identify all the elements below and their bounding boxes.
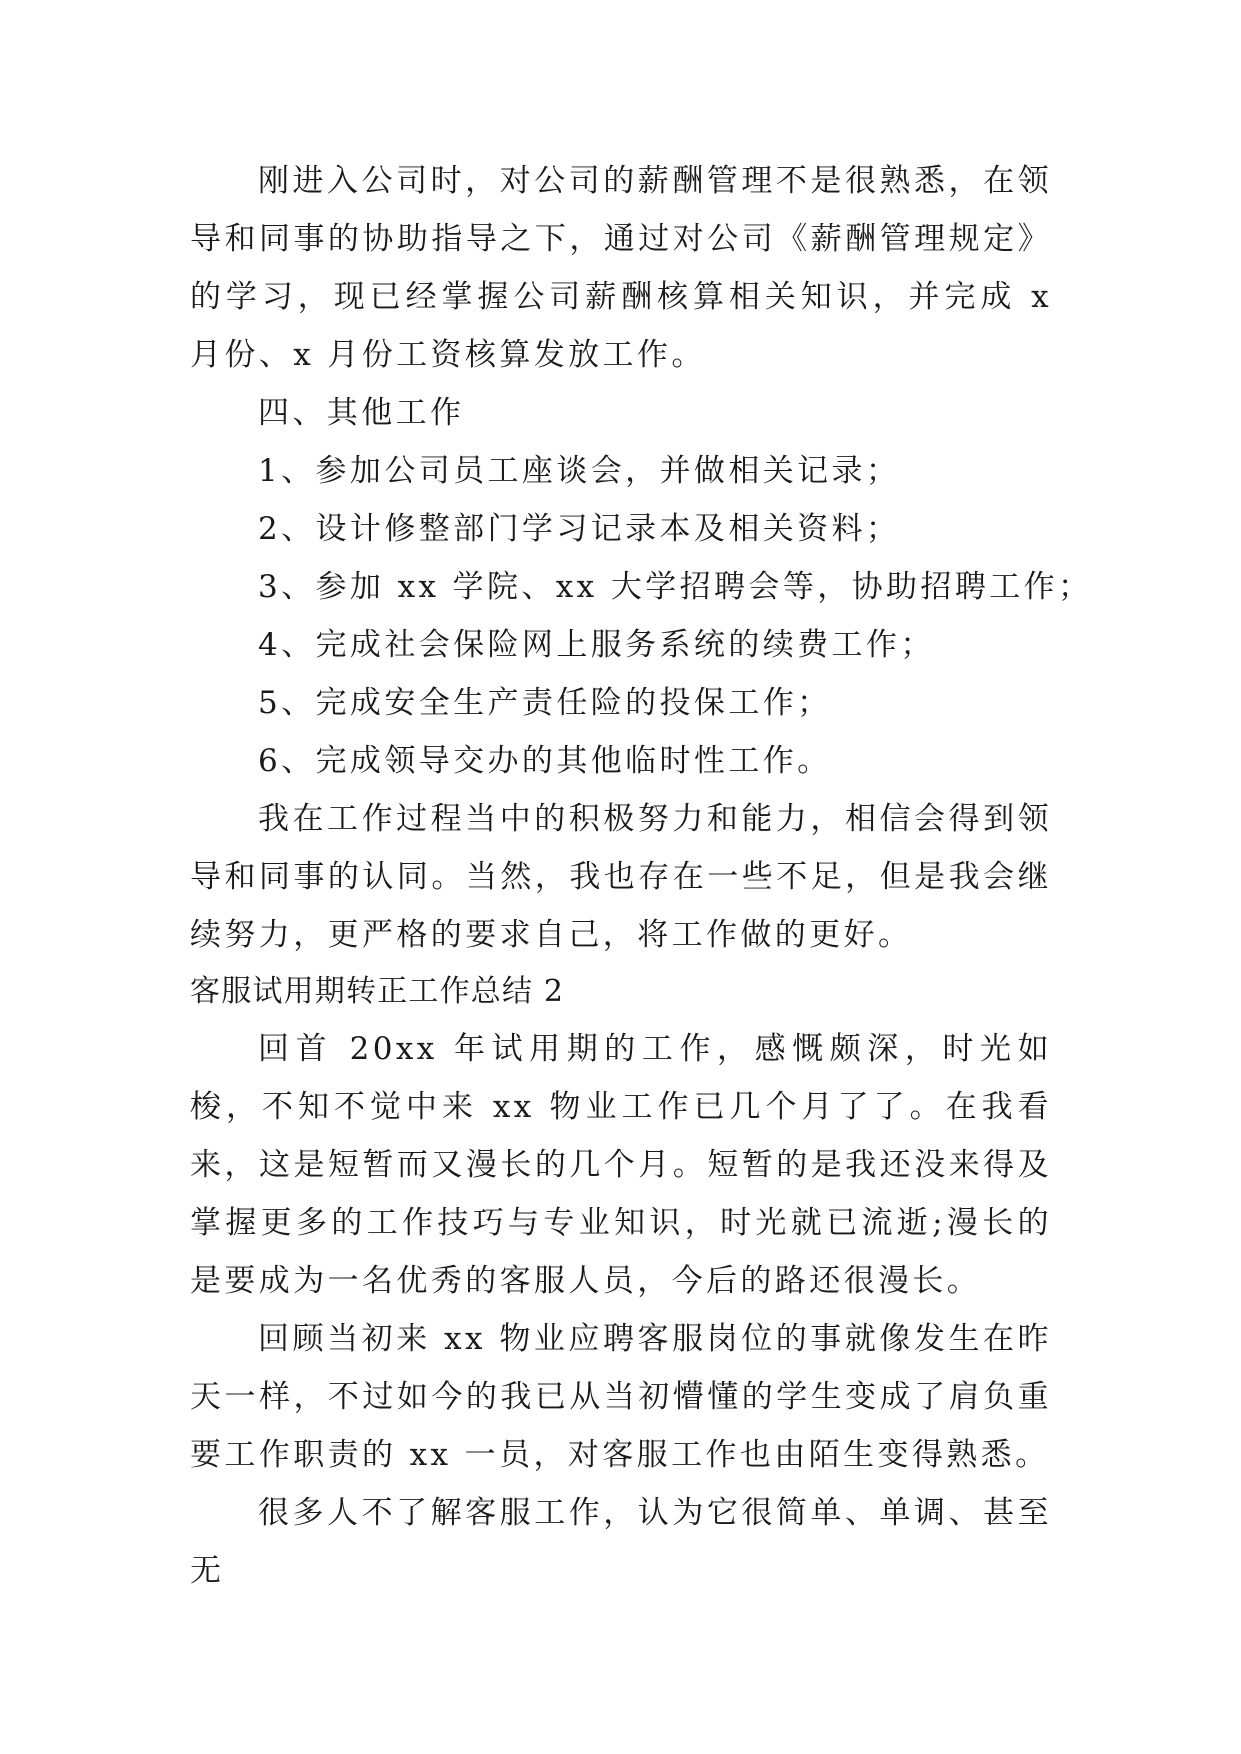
list-item-5: 5、完成安全生产责任险的投保工作； (258, 685, 832, 721)
paragraph-conclusion: 我在工作过程当中的积极努力和能力，相信会得到领导和同事的认同。当然，我也存在一些不足，但是我会继续努力，更严格的要求自己，将工作做的更好。 (190, 801, 1052, 953)
list-item-2: 2、设计修整部门学习记录本及相关资料； (258, 511, 901, 547)
list-item-4: 4、完成社会保险网上服务系统的续费工作； (258, 627, 935, 663)
list-item-6: 6、完成领导交办的其他临时性工作。 (258, 743, 832, 779)
paragraph-salary-management: 刚进入公司时，对公司的薪酬管理不是很熟悉，在领导和同事的协助指导之下，通过对公司《薪酬管理规定》的学习，现已经掌握公司薪酬核算相关知识，并完成 x 月份、x 月份工资核算发放工作。 (190, 163, 1052, 373)
paragraph-customer-service-misconception: 很多人不了解客服工作，认为它很简单、单调、甚至无 (190, 1495, 1052, 1589)
paragraph-recall-hiring: 回顾当初来 xx 物业应聘客服岗位的事就像发生在昨天一样，不过如今的我已从当初懵懂的学生变成了肩负重要工作职责的 xx 一员，对客服工作也由陌生变得熟悉。 (190, 1321, 1052, 1473)
document-section-title: 客服试用期转正工作总结 2 (190, 974, 565, 1009)
document-body (190, 152, 1093, 1600)
list-item-3: 3、参加 xx 学院、xx 大学招聘会等，协助招聘工作； (258, 569, 1093, 605)
paragraph-review-trial-period: 回首 20xx 年试用期的工作，感慨颇深，时光如梭，不知不觉中来 xx 物业工作已几个月了了。在我看来，这是短暂而又漫长的几个月。短暂的是我还没来得及掌握更多的工作技巧与专业知识，时光就已流逝;漫长的是要成为一名优秀的客服人员，今后的路还很漫长。 (190, 1031, 1052, 1299)
section-heading-other-work: 四、其他工作 (258, 395, 465, 431)
list-item-1: 1、参加公司员工座谈会，并做相关记录； (258, 453, 901, 489)
